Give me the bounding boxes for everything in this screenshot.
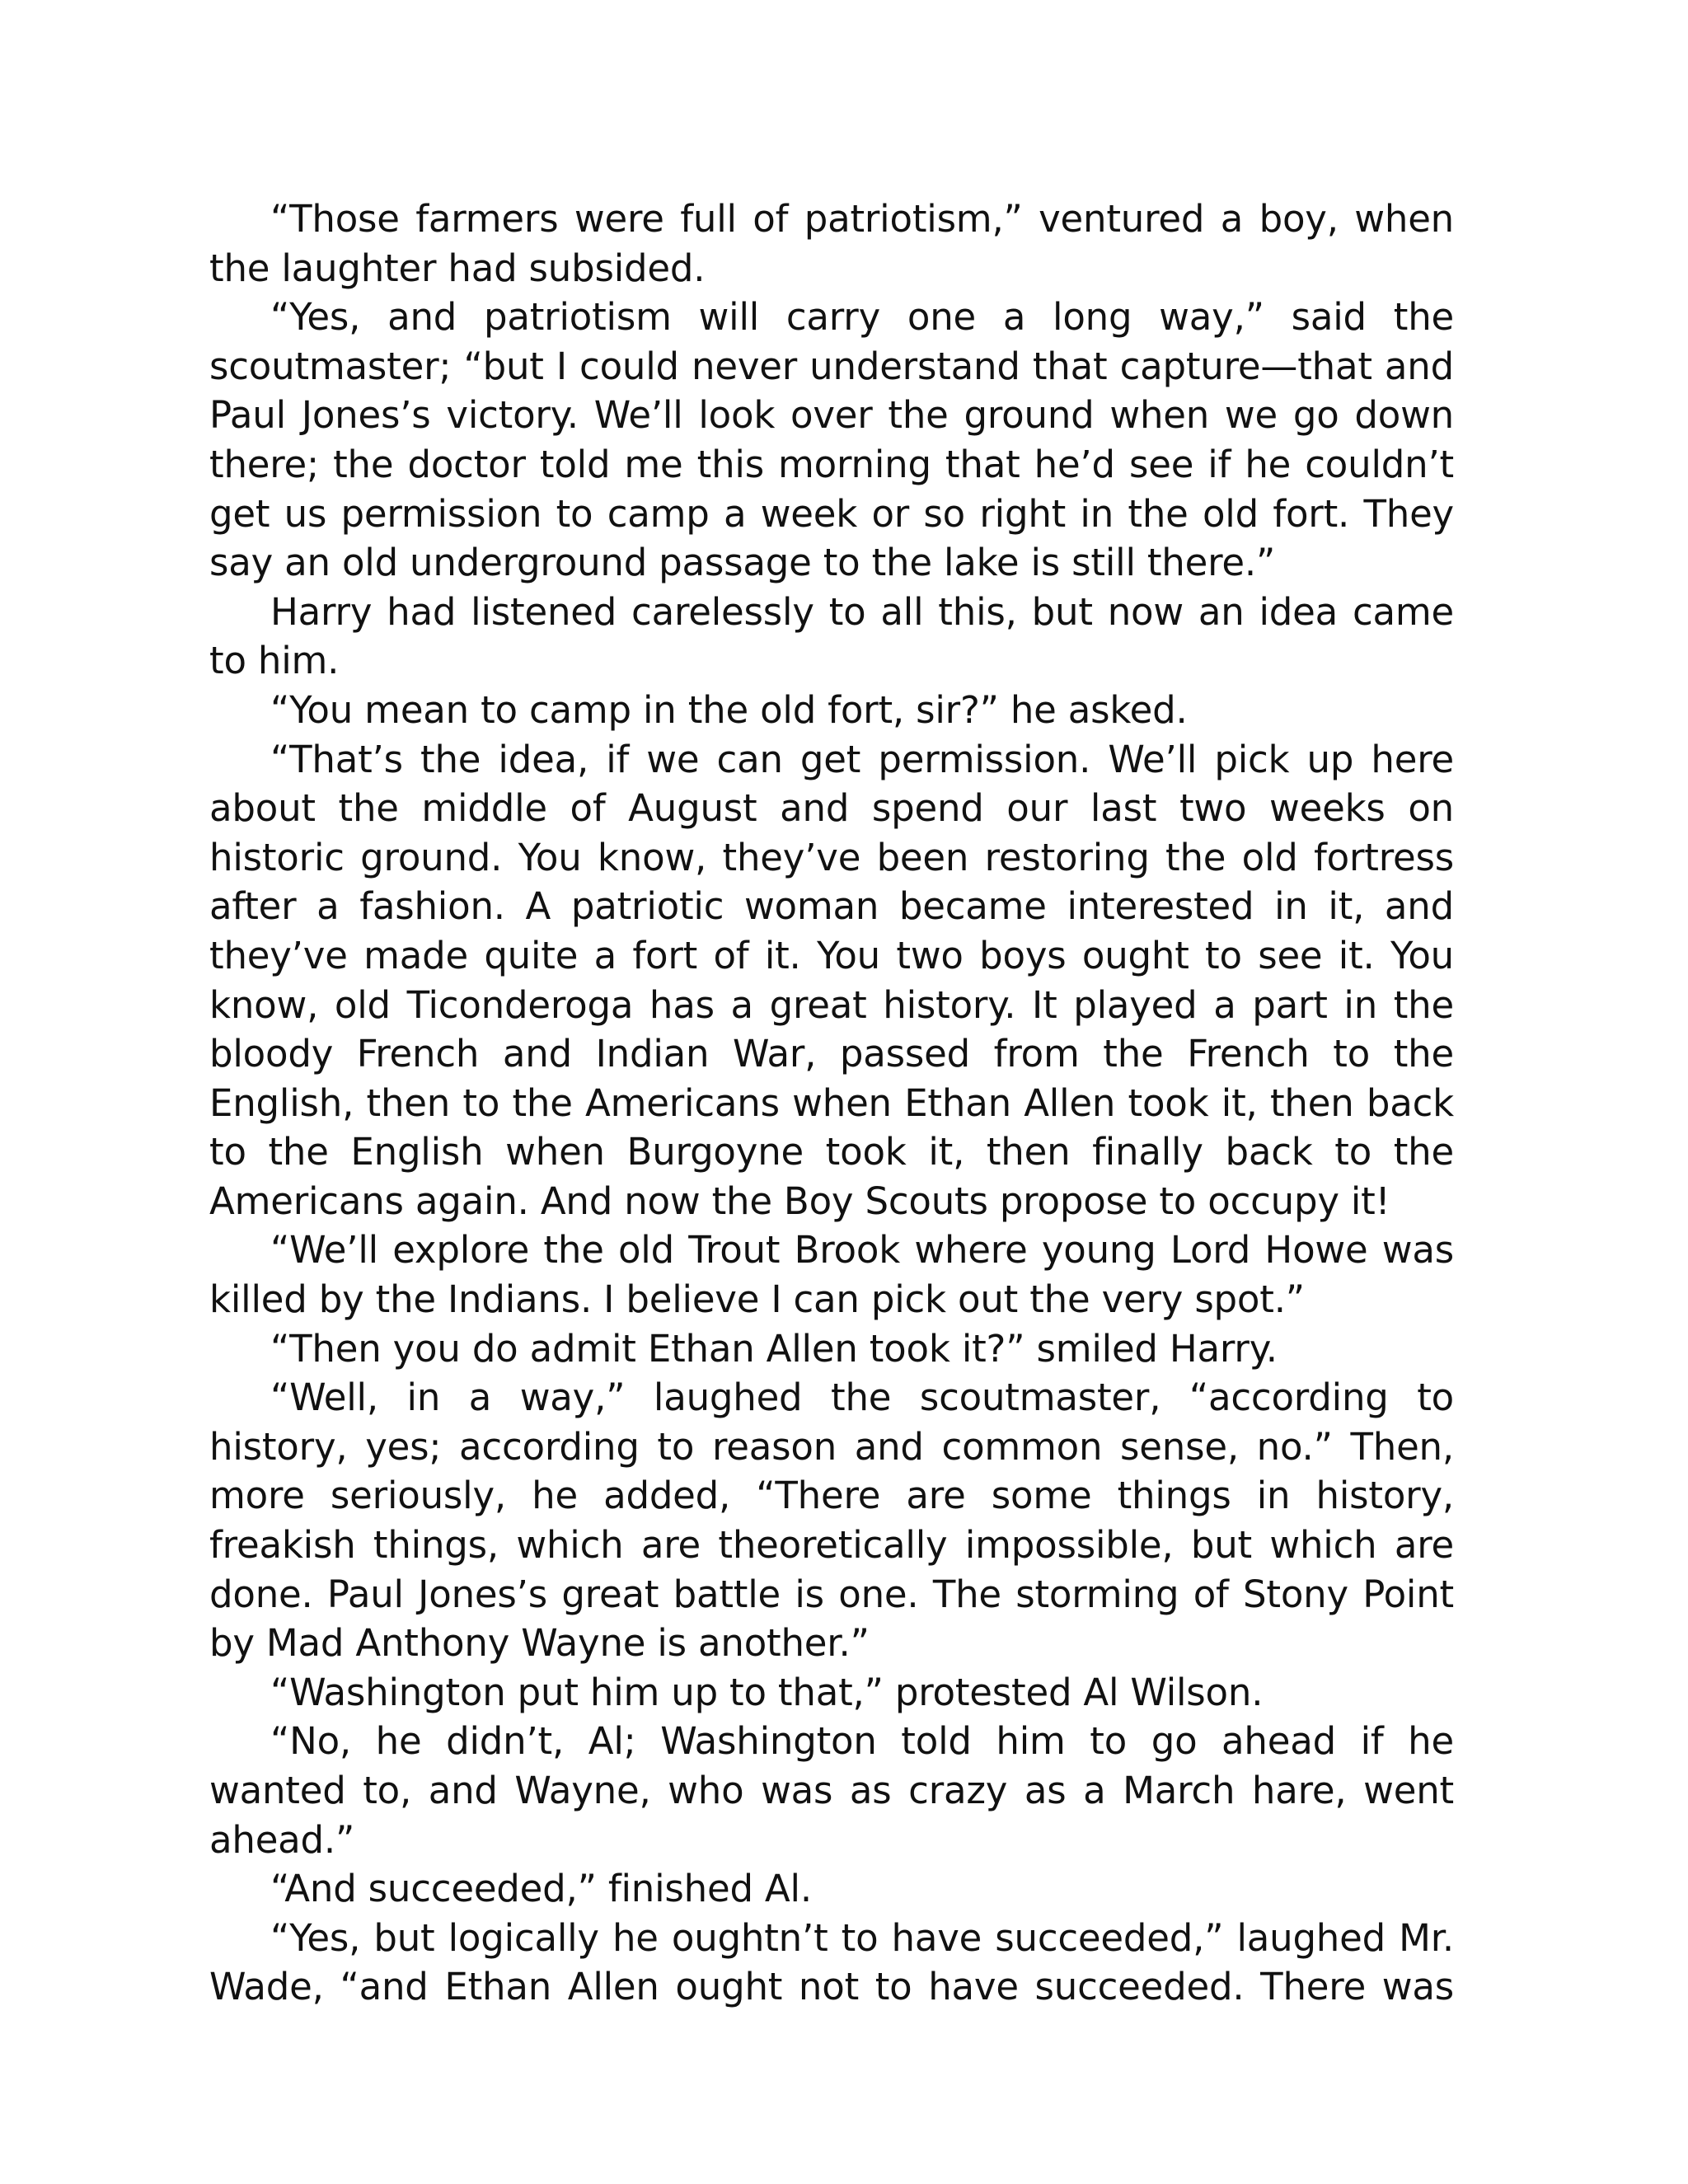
- paragraph: “Yes, and patriotism will carry one a long way,” said the scoutmaster; “but I could never understand that capture—that and Paul Jones’s victory. We’ll look over the ground when we go down there; the doctor told me this morning that he’d see if he couldn’t get us permission to camp a week or so right in the old fort. They say an old underground passage to the lake is still there.”: [209, 295, 1454, 585]
- paragraph: “Then you do admit Ethan Allen took it?” smiled Harry.: [270, 1326, 1278, 1371]
- paragraph: Harry had listened carelessly to all this, but now an idea came to him.: [209, 589, 1454, 683]
- paragraph: “You mean to camp in the old fort, sir?” he asked.: [270, 687, 1188, 732]
- paragraph-continued: “Yes, but logically he oughtn’t to have succeeded,” laughed Mr. Wade, “and Ethan Allen ought not to have succeeded. There was: [209, 1915, 1454, 2009]
- paragraph: “Washington put him up to that,” protested Al Wilson.: [270, 1670, 1264, 1714]
- paragraph: “No, he didn’t, Al; Washington told him to go ahead if he wanted to, and Wayne, who was as crazy as a March hare, went ahead.”: [209, 1719, 1454, 1862]
- paragraph: “Those farmers were full of patriotism,” ventured a boy, when the laughter had subsided.: [209, 197, 1454, 290]
- book-page-text: [209, 194, 1454, 2012]
- paragraph: “We’ll explore the old Trout Brook where young Lord Howe was killed by the Indians. I believe I can pick out the very spot.”: [209, 1228, 1454, 1322]
- paragraph: “Well, in a way,” laughed the scoutmaster, “according to history, yes; according to reason and common sense, no.” Then, more seriously, he added, “There are some things in history, freakish things, which are theoretically impossible, but which are done. Paul Jones’s great battle is one. The storming of Stony Point by Mad Anthony Wayne is another.”: [209, 1376, 1454, 1666]
- paragraph: “That’s the idea, if we can get permission. We’ll pick up here about the middle of August and spend our last two weeks on historic ground. You know, they’ve been restoring the old fortress after a fashion. A patriotic woman became interested in it, and they’ve made quite a fort of it. You two boys ought to see it. You know, old Ticonderoga has a great history. It played a part in the bloody French and Indian War, passed from the French to the English, then to the Americans when Ethan Allen took it, then back to the English when Burgoyne took it, then finally back to the Americans again. And now the Boy Scouts propose to occupy it!: [209, 737, 1454, 1223]
- paragraph: “And succeeded,” finished Al.: [270, 1867, 812, 1911]
